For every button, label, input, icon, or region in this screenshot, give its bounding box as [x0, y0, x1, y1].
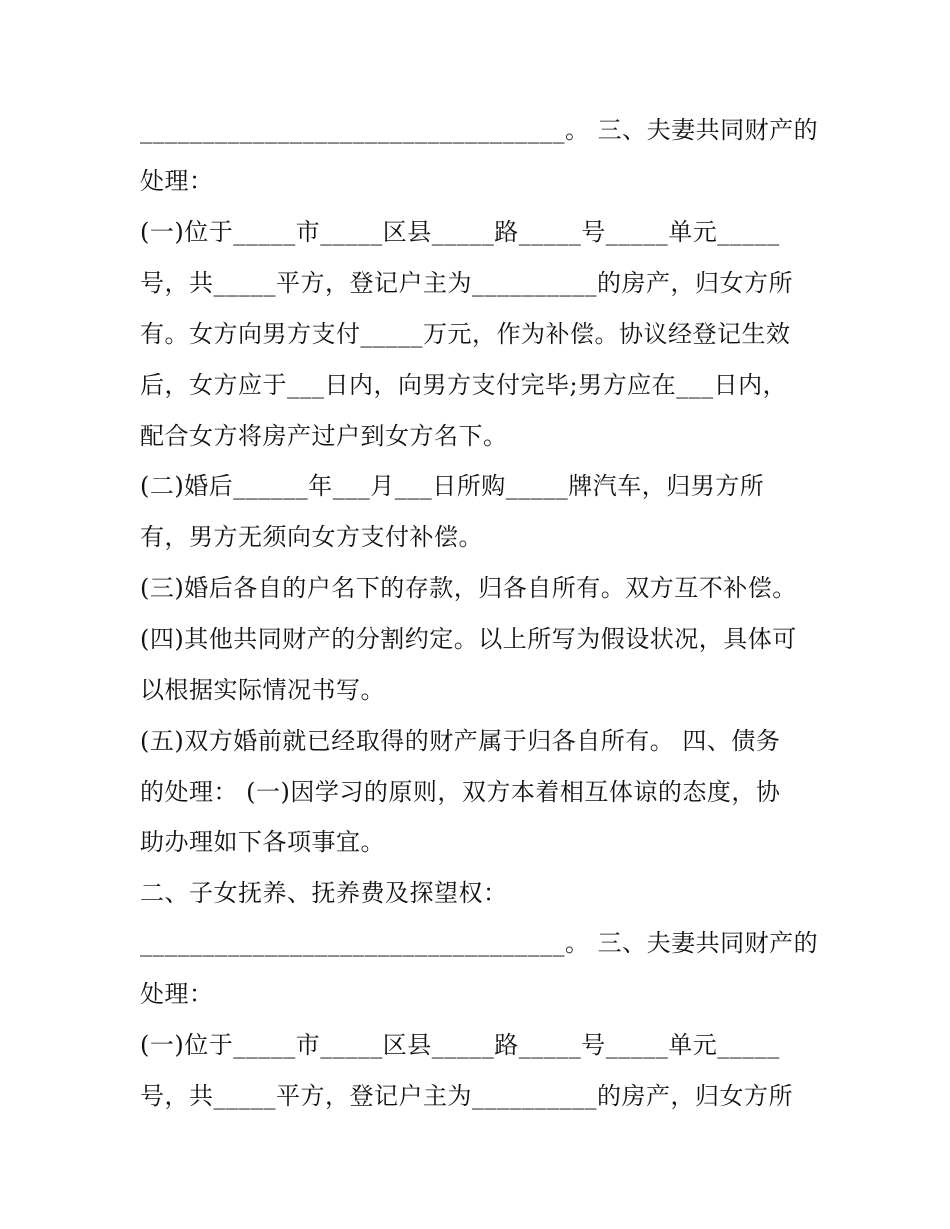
text-line: (二)婚后______年___月___日所购_____牌汽车，归男方所	[140, 472, 765, 500]
text-line: 处理：	[140, 980, 214, 1008]
text-line: 以根据实际情况书写。	[140, 676, 385, 704]
text-line: 后，女方应于___日内，向男方支付完毕;男方应在___日内，	[140, 371, 788, 399]
text-line: 有。女方向男方支付_____万元，作为补偿。协议经登记生效	[140, 320, 791, 348]
text-line: (四)其他共同财产的分割约定。以上所写为假设状况，具体可	[140, 625, 797, 653]
text-line: 二、子女抚养、抚养费及探望权：	[140, 879, 508, 907]
text-line: 处理：	[140, 167, 214, 195]
text-line: (三)婚后各自的户名下的存款，归各自所有。双方互不补偿。	[140, 574, 797, 602]
text-line: __________________________________。 三、夫妻共同财产的	[140, 116, 819, 144]
text-line: 有，男方无须向女方支付补偿。	[140, 523, 483, 551]
text-line: (一)位于_____市_____区县_____路_____号_____单元_____	[140, 218, 780, 246]
text-line: (一)位于_____市_____区县_____路_____号_____单元_____	[140, 1031, 780, 1059]
text-line: __________________________________。 三、夫妻共同财产的	[140, 929, 819, 957]
text-line: 号，共_____平方，登记户主为__________的房产，归女方所	[140, 269, 793, 297]
text-line: 配合女方将房产过户到女方名下。	[140, 422, 508, 450]
text-line: 助办理如下各项事宜。	[140, 828, 385, 856]
text-line: 号，共_____平方，登记户主为__________的房产，归女方所	[140, 1082, 793, 1110]
text-line: (五)双方婚前就已经取得的财产属于归各自所有。 四、债务	[140, 727, 781, 755]
text-line: 的处理： (一)因学习的原则，双方本着相互体谅的态度，协	[140, 778, 781, 806]
